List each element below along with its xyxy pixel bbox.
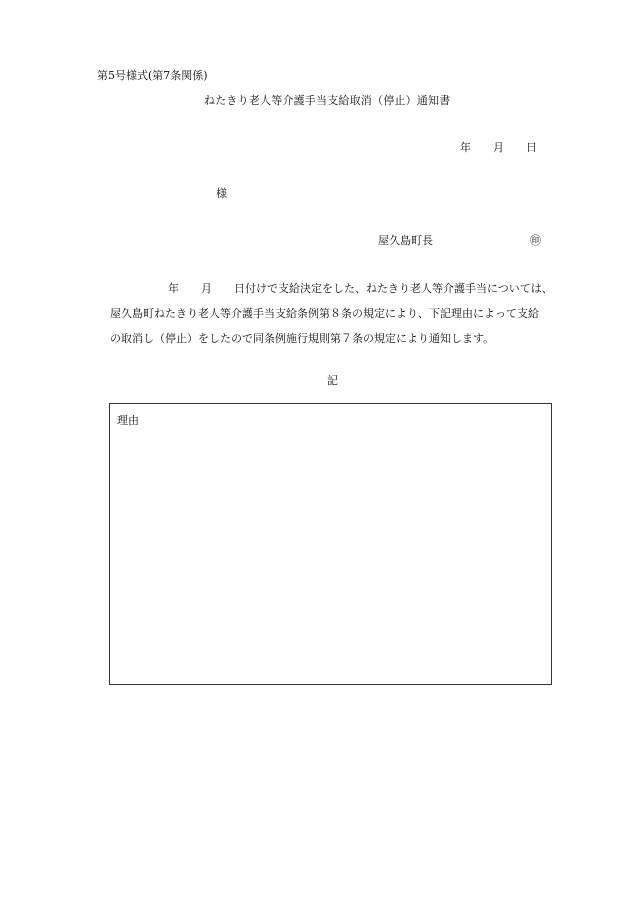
body-line-1 bbox=[110, 276, 580, 301]
issuer-name: 屋久島町長 bbox=[378, 234, 433, 247]
issue-date bbox=[460, 139, 537, 155]
date-day-label: 日 bbox=[526, 141, 537, 154]
document-title: ねたきり老人等介護手当支給取消（停止）通知書 bbox=[204, 94, 451, 107]
recipient-honorific: 様 bbox=[216, 187, 227, 200]
date-year-label: 年 bbox=[460, 141, 471, 154]
form-number: 第5号様式(第7条関係) bbox=[97, 69, 208, 82]
notice-body bbox=[110, 276, 580, 351]
body-month-label: 月 bbox=[201, 282, 212, 295]
date-month-label: 月 bbox=[493, 141, 504, 154]
body-line-3: の取消し（停止）をしたので同条例施行規則第７条の規定により通知します。 bbox=[110, 332, 495, 345]
reason-box bbox=[109, 403, 552, 685]
body-year-label: 年 bbox=[168, 282, 179, 295]
body-line-2: 屋久島町ねたきり老人等介護手当支給条例第８条の規定により、下記理由によって支給 bbox=[110, 307, 539, 320]
body-line-1-text: 日付けで支給決定をした、ねたきり老人等介護手当については、 bbox=[234, 282, 553, 295]
note-marker: 記 bbox=[327, 374, 338, 387]
seal-mark: ㊞ bbox=[530, 234, 541, 247]
reason-label: 理由 bbox=[117, 414, 139, 427]
